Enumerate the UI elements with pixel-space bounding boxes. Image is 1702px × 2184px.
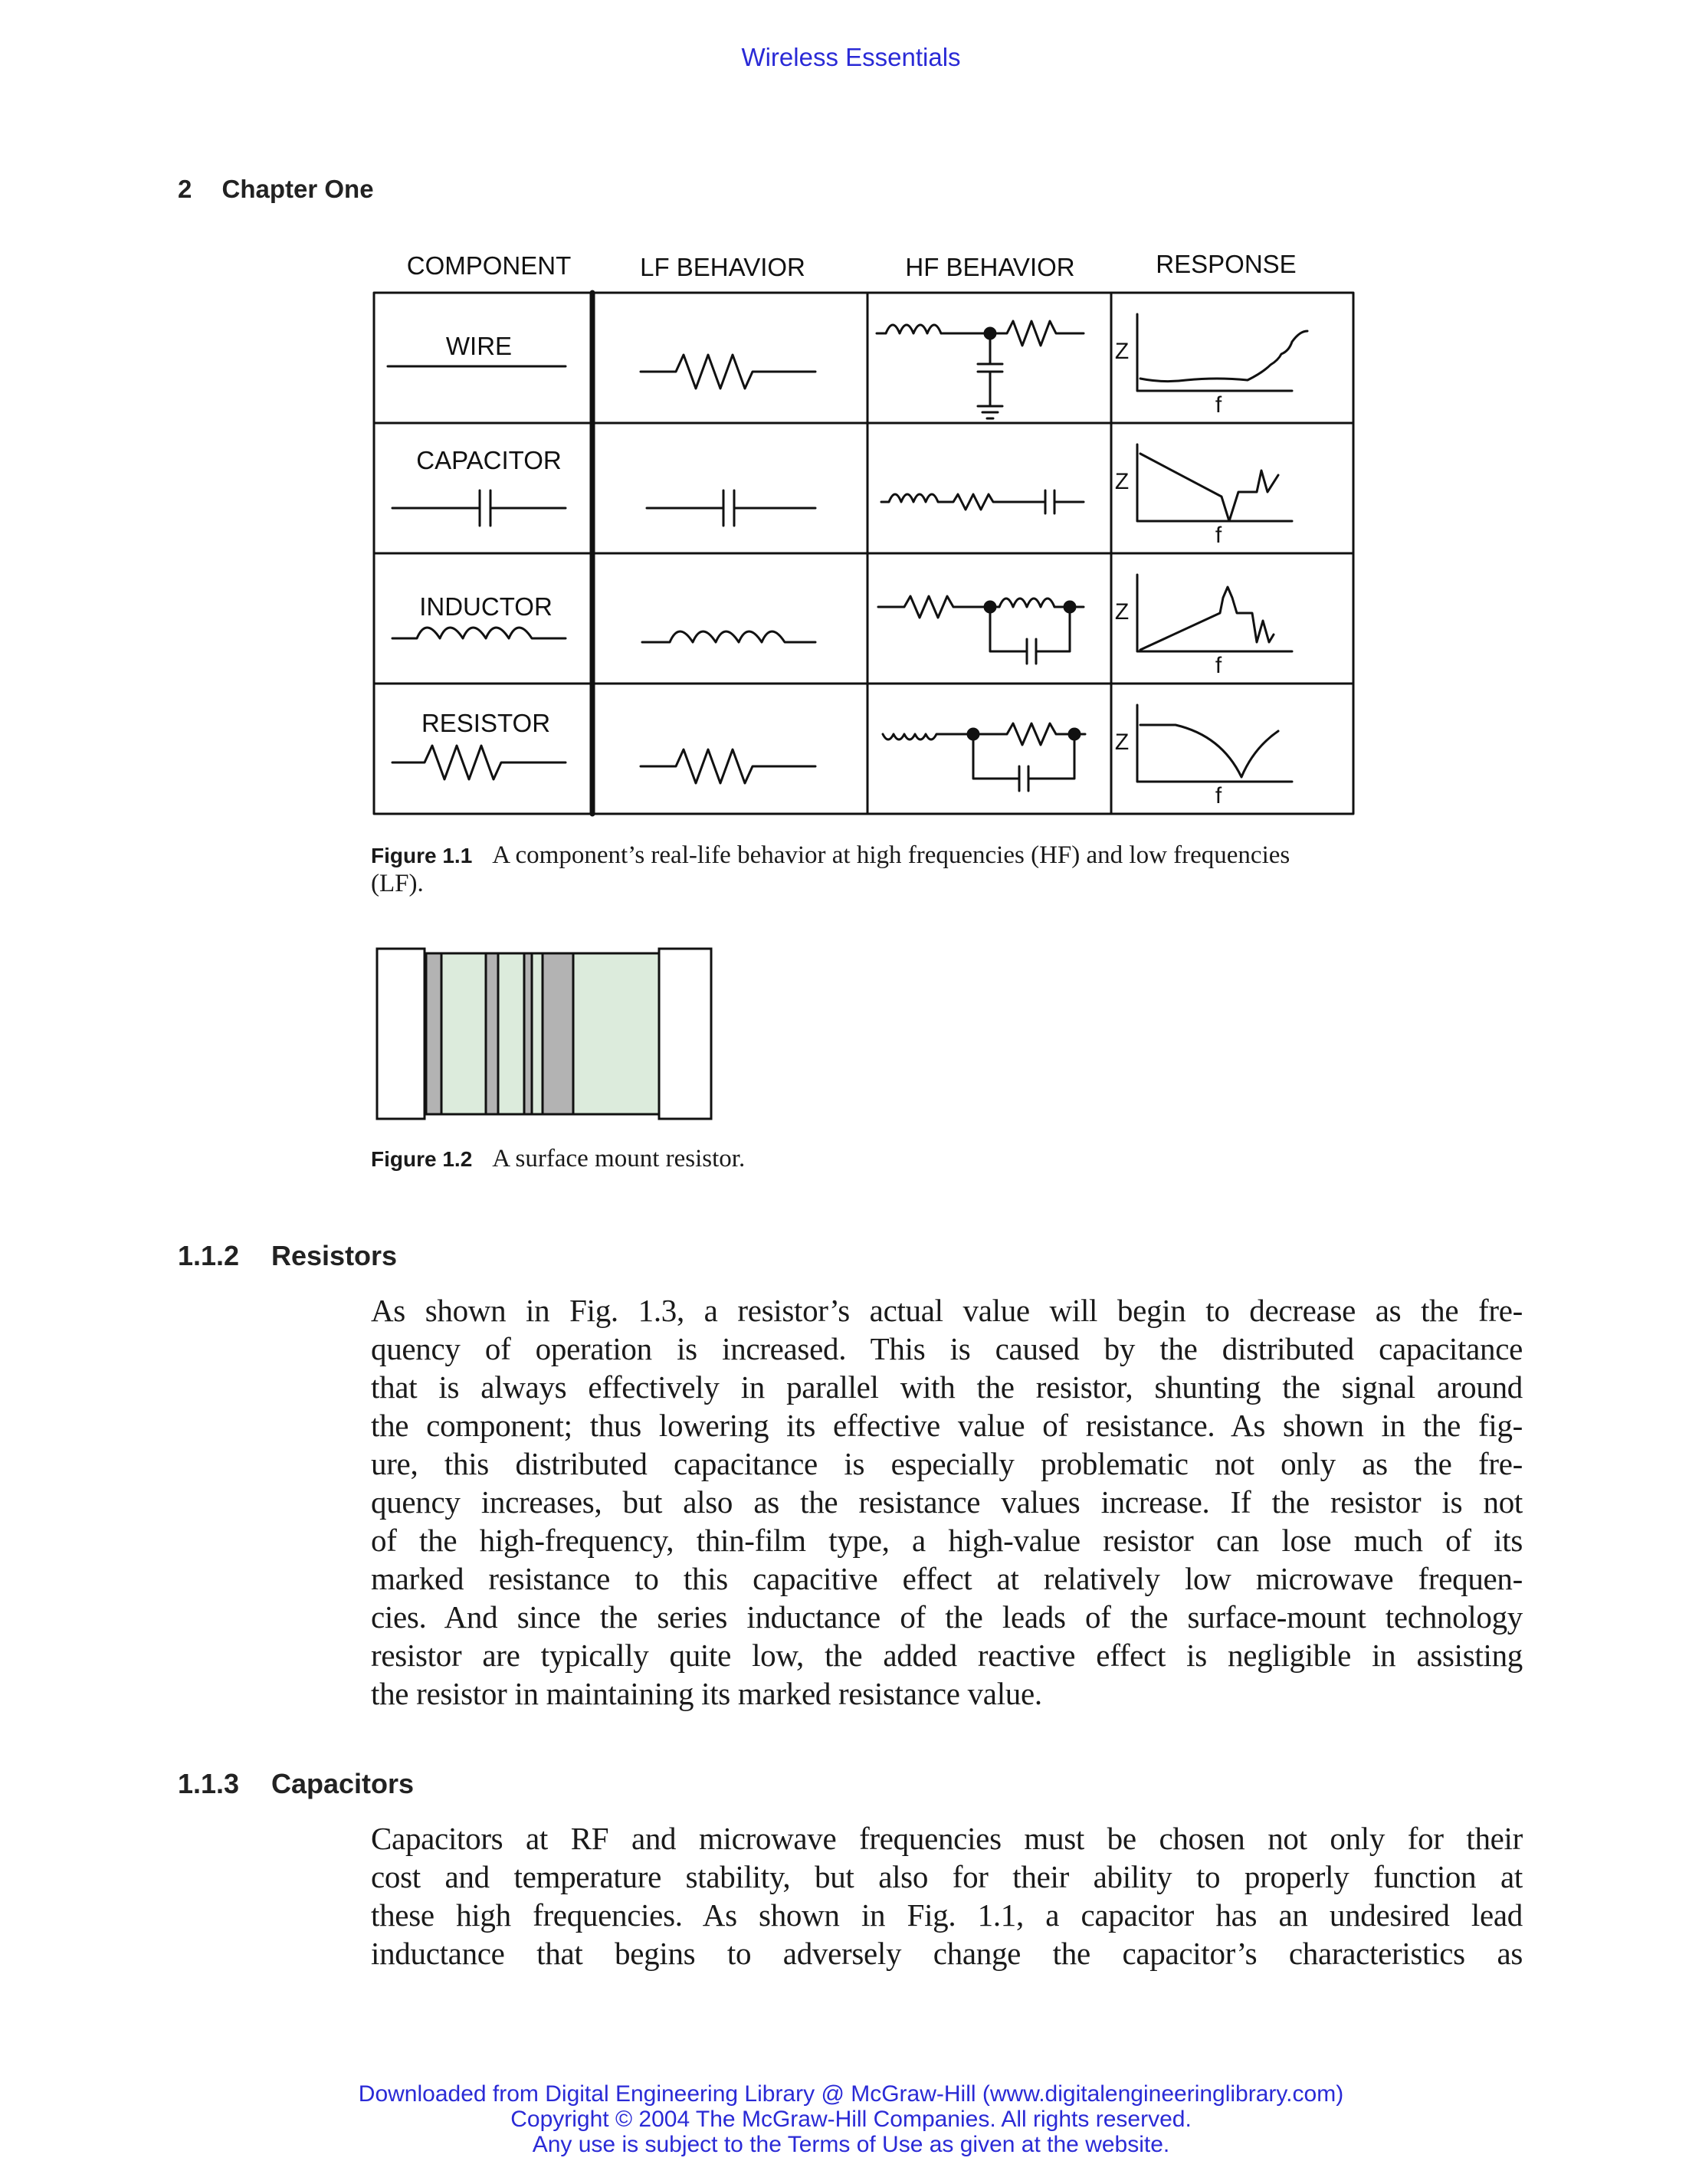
row-label-inductor: INDUCTOR xyxy=(419,592,553,621)
col-header-hf: HF BEHAVIOR xyxy=(905,253,1075,281)
response-f-label-2: f xyxy=(1215,523,1222,548)
figure-label: Figure 1.2 xyxy=(371,1147,473,1171)
running-head xyxy=(178,175,374,204)
response-f-label-3: f xyxy=(1215,653,1222,678)
text-line: marked resistance to this capacitive effect at relatively low microwave frequen- xyxy=(371,1561,1523,1596)
caption-text: A component’s real-life behavior at high frequencies (HF) and low frequencies (LF). xyxy=(371,841,1290,897)
text-line: cies. And since the series inductance of the leads of the surface-mount technology xyxy=(371,1599,1523,1635)
col-header-component: COMPONENT xyxy=(406,253,572,280)
resistor-end-cap-right xyxy=(659,949,711,1119)
figure-1-1-caption xyxy=(371,841,1321,897)
figure-1-2 xyxy=(371,947,716,1123)
text-line: cost and temperature stability, but also for their ability to properly function at xyxy=(371,1859,1523,1894)
capacitor-symbol xyxy=(392,490,566,526)
section-heading-capacitors xyxy=(178,1768,414,1800)
text-line: of the high-frequency, thin-film type, a high-value resistor can lose much of its xyxy=(371,1523,1523,1558)
text-line: the component; thus lowering its effective value of resistance. As shown in the fig- xyxy=(371,1408,1523,1443)
text-line: ure, this distributed capacitance is especially problematic not only as the fre- xyxy=(371,1446,1523,1481)
section-heading-resistors xyxy=(178,1240,397,1272)
response-z-label-4: Z xyxy=(1114,730,1130,755)
hf-capacitor-model xyxy=(881,490,1084,513)
figure-label: Figure 1.1 xyxy=(371,844,473,867)
response-z-label-3: Z xyxy=(1114,599,1130,625)
response-z-label-1: Z xyxy=(1114,339,1130,364)
text-line: the resistor in maintaining its marked resistance value. xyxy=(371,1676,1042,1711)
footer-notice xyxy=(0,2081,1702,2157)
resistor-band-1 xyxy=(426,953,441,1114)
figure-1-1 xyxy=(371,253,1359,820)
hf-wire-model xyxy=(877,321,1084,418)
page-number: 2 xyxy=(178,175,192,203)
response-capacitor-plot xyxy=(1137,444,1292,521)
lf-resistor-symbol xyxy=(641,749,815,783)
hf-inductor-model xyxy=(878,596,1084,664)
text-line: these high frequencies. As shown in Fig. 1.1, a capacitor has an undesired lead xyxy=(371,1897,1523,1933)
text-line: that is always effectively in parallel with the resistor, shunting the signal around xyxy=(371,1369,1523,1405)
response-z-label-2: Z xyxy=(1114,469,1130,494)
response-f-label-4: f xyxy=(1215,783,1222,808)
section-title: Resistors xyxy=(271,1240,398,1271)
resistor-band-3 xyxy=(524,953,532,1114)
row-label-capacitor: CAPACITOR xyxy=(416,446,562,474)
resistor-symbol xyxy=(392,746,566,779)
section-number: 1.1.2 xyxy=(178,1240,240,1271)
response-wire-plot xyxy=(1137,314,1307,391)
row-label-wire: WIRE xyxy=(445,332,513,360)
text-line: Capacitors at RF and microwave frequencies must be chosen not only for their xyxy=(371,1821,1523,1856)
text-line: resistor are typically quite low, the added reactive effect is negligible in assisting xyxy=(371,1638,1523,1673)
caption-text: A surface mount resistor. xyxy=(492,1145,746,1172)
resistor-band-2 xyxy=(486,953,498,1114)
footer-terms[interactable]: Any use is subject to the Terms of Use as given at the website. xyxy=(532,2132,1170,2157)
text-line: inductance that begins to adversely change the capacitor’s characteristics as xyxy=(371,1936,1523,1971)
col-header-lf: LF BEHAVIOR xyxy=(640,253,805,281)
response-resistor-plot xyxy=(1137,705,1292,782)
response-inductor-plot xyxy=(1137,575,1292,651)
hf-resistor-model xyxy=(883,723,1085,791)
row-label-resistor: RESISTOR xyxy=(421,709,551,737)
resistor-band-4 xyxy=(543,953,573,1114)
header-link[interactable]: Wireless Essentials xyxy=(741,43,961,71)
text-line: quency increases, but also as the resistance values increase. If the resistor is not xyxy=(371,1484,1523,1520)
response-f-label-1: f xyxy=(1215,392,1222,418)
section-number: 1.1.3 xyxy=(178,1768,240,1799)
lf-wire-symbol xyxy=(641,355,815,389)
lf-inductor-symbol xyxy=(642,631,815,642)
chapter-title: Chapter One xyxy=(221,175,374,203)
text-line: quency of operation is increased. This is caused by the distributed capacitance xyxy=(371,1331,1523,1366)
section-title: Capacitors xyxy=(271,1768,415,1799)
capacitors-paragraph xyxy=(371,1819,1523,1972)
col-header-response: RESPONSE xyxy=(1156,253,1297,278)
lf-capacitor-symbol xyxy=(647,490,815,526)
text-line: As shown in Fig. 1.3, a resistor’s actual value will begin to decrease as the fre- xyxy=(371,1293,1523,1328)
figure-1-2-caption xyxy=(371,1145,1321,1173)
resistors-paragraph xyxy=(371,1291,1523,1713)
footer-copyright: Copyright © 2004 The McGraw-Hill Companies. All rights reserved. xyxy=(510,2107,1192,2132)
resistor-end-cap-left xyxy=(377,949,425,1119)
inductor-symbol xyxy=(392,628,566,638)
footer-download-link[interactable]: Downloaded from Digital Engineering Library @ McGraw-Hill (www.digitalengineeringlibrary.com) xyxy=(358,2081,1344,2107)
